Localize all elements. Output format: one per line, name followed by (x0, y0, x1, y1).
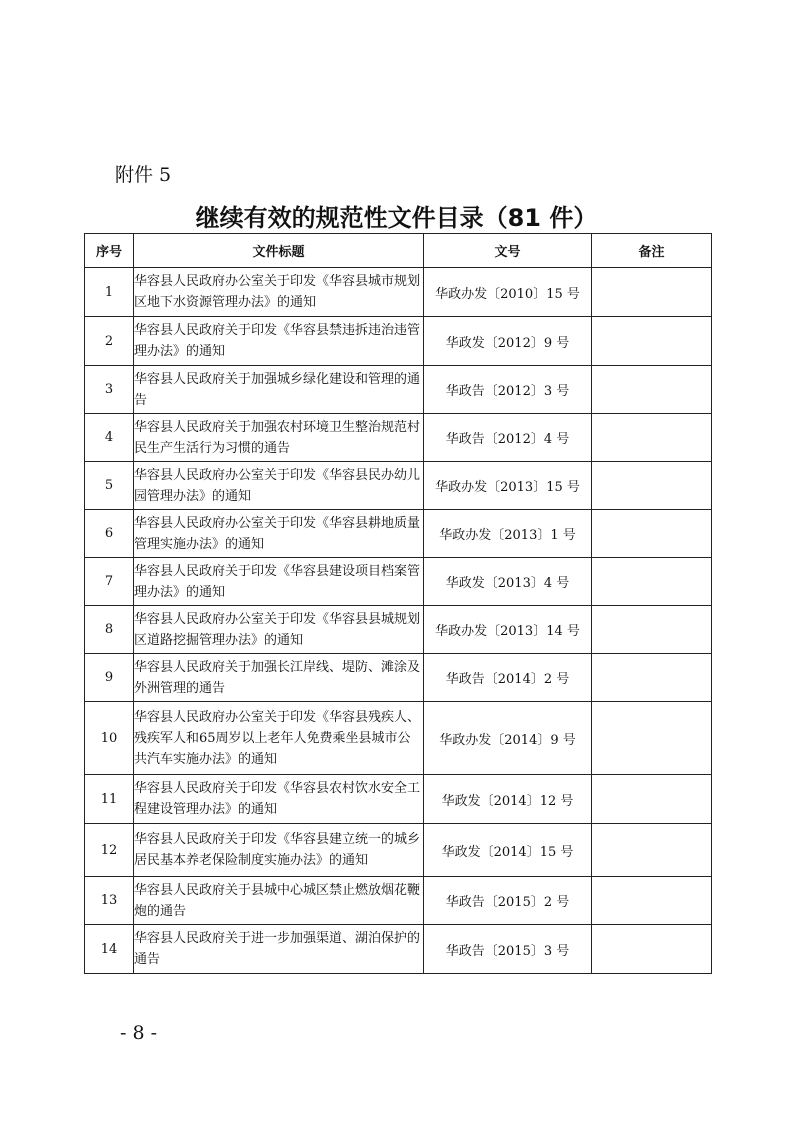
row-seq-cell: 3 (85, 366, 134, 414)
page-number: - 8 - (120, 1022, 158, 1044)
row-title-cell: 华容县人民政府关于加强城乡绿化建设和管理的通告 (134, 366, 424, 414)
row-doc-no-cell: 华政办发〔2014〕9 号 (424, 702, 592, 775)
table-row (85, 775, 712, 824)
row-title-cell: 华容县人民政府关于印发《华容县禁违拆违治违管理办法》的通知 (134, 317, 424, 366)
row-remark-cell (592, 824, 712, 877)
table-row (85, 877, 712, 925)
row-doc-no-cell: 华政发〔2014〕12 号 (424, 775, 592, 824)
row-doc-no-cell: 华政告〔2012〕4 号 (424, 414, 592, 462)
row-seq-cell: 1 (85, 268, 134, 317)
row-doc-no-cell: 华政发〔2012〕9 号 (424, 317, 592, 366)
column-header-remark: 备注 (592, 234, 712, 268)
row-remark-cell (592, 268, 712, 317)
row-title-cell: 华容县人民政府关于进一步加强渠道、湖泊保护的通告 (134, 925, 424, 974)
document-title: 继续有效的规范性文件目录（81 件） (195, 204, 598, 232)
row-remark-cell (592, 702, 712, 775)
row-seq-cell: 12 (85, 824, 134, 877)
row-seq-cell: 7 (85, 558, 134, 606)
row-seq-cell: 8 (85, 606, 134, 654)
row-remark-cell (592, 462, 712, 510)
row-doc-no-cell: 华政告〔2012〕3 号 (424, 366, 592, 414)
table-row (85, 824, 712, 877)
row-doc-no-cell: 华政告〔2015〕2 号 (424, 877, 592, 925)
row-doc-no-cell: 华政办发〔2013〕15 号 (424, 462, 592, 510)
row-title-cell: 华容县人民政府办公室关于印发《华容县耕地质量管理实施办法》的通知 (134, 510, 424, 558)
table-row (85, 606, 712, 654)
row-doc-no-cell: 华政办发〔2010〕15 号 (424, 268, 592, 317)
row-title-cell: 华容县人民政府办公室关于印发《华容县城市规划区地下水资源管理办法》的通知 (134, 268, 424, 317)
row-seq-cell: 6 (85, 510, 134, 558)
row-remark-cell (592, 654, 712, 702)
row-seq-cell: 4 (85, 414, 134, 462)
row-remark-cell (592, 366, 712, 414)
table-body (85, 268, 712, 974)
row-remark-cell (592, 317, 712, 366)
table-row (85, 462, 712, 510)
row-seq-cell: 14 (85, 925, 134, 974)
column-header-title: 文件标题 (134, 234, 424, 268)
column-header-doc-no: 文号 (424, 234, 592, 268)
row-seq-cell: 10 (85, 702, 134, 775)
row-seq-cell: 11 (85, 775, 134, 824)
row-title-cell: 华容县人民政府办公室关于印发《华容县县城规划区道路挖掘管理办法》的通知 (134, 606, 424, 654)
row-doc-no-cell: 华政办发〔2013〕14 号 (424, 606, 592, 654)
row-seq-cell: 9 (85, 654, 134, 702)
row-remark-cell (592, 558, 712, 606)
row-title-cell: 华容县人民政府关于县城中心城区禁止燃放烟花鞭炮的通告 (134, 877, 424, 925)
row-seq-cell: 13 (85, 877, 134, 925)
row-doc-no-cell: 华政发〔2013〕4 号 (424, 558, 592, 606)
row-title-cell: 华容县人民政府关于印发《华容县农村饮水安全工程建设管理办法》的通知 (134, 775, 424, 824)
row-title-cell: 华容县人民政府办公室关于印发《华容县残疾人、残疾军人和65周岁以上老年人免费乘坐县城市公共汽车实施办法》的通知 (134, 702, 424, 775)
table-row (85, 510, 712, 558)
document-table (84, 233, 712, 974)
row-seq-cell: 2 (85, 317, 134, 366)
row-remark-cell (592, 925, 712, 974)
row-seq-cell: 5 (85, 462, 134, 510)
row-title-cell: 华容县人民政府关于加强农村环境卫生整治规范村民生产生活行为习惯的通告 (134, 414, 424, 462)
row-remark-cell (592, 510, 712, 558)
row-title-cell: 华容县人民政府关于印发《华容县建设项目档案管理办法》的通知 (134, 558, 424, 606)
table-row (85, 654, 712, 702)
row-remark-cell (592, 606, 712, 654)
row-remark-cell (592, 877, 712, 925)
table-header-row (85, 234, 712, 268)
row-title-cell: 华容县人民政府关于加强长江岸线、堤防、滩涂及外洲管理的通告 (134, 654, 424, 702)
row-remark-cell (592, 775, 712, 824)
table-row (85, 414, 712, 462)
row-doc-no-cell: 华政发〔2014〕15 号 (424, 824, 592, 877)
table-row (85, 702, 712, 775)
row-remark-cell (592, 414, 712, 462)
table-row (85, 925, 712, 974)
table-row (85, 268, 712, 317)
row-doc-no-cell: 华政告〔2015〕3 号 (424, 925, 592, 974)
row-title-cell: 华容县人民政府关于印发《华容县建立统一的城乡居民基本养老保险制度实施办法》的通知 (134, 824, 424, 877)
column-header-seq: 序号 (85, 234, 134, 268)
row-doc-no-cell: 华政告〔2014〕2 号 (424, 654, 592, 702)
row-doc-no-cell: 华政办发〔2013〕1 号 (424, 510, 592, 558)
row-title-cell: 华容县人民政府办公室关于印发《华容县民办幼儿园管理办法》的通知 (134, 462, 424, 510)
table-row (85, 366, 712, 414)
attachment-label: 附件 5 (115, 164, 172, 186)
table-row (85, 317, 712, 366)
table-row (85, 558, 712, 606)
